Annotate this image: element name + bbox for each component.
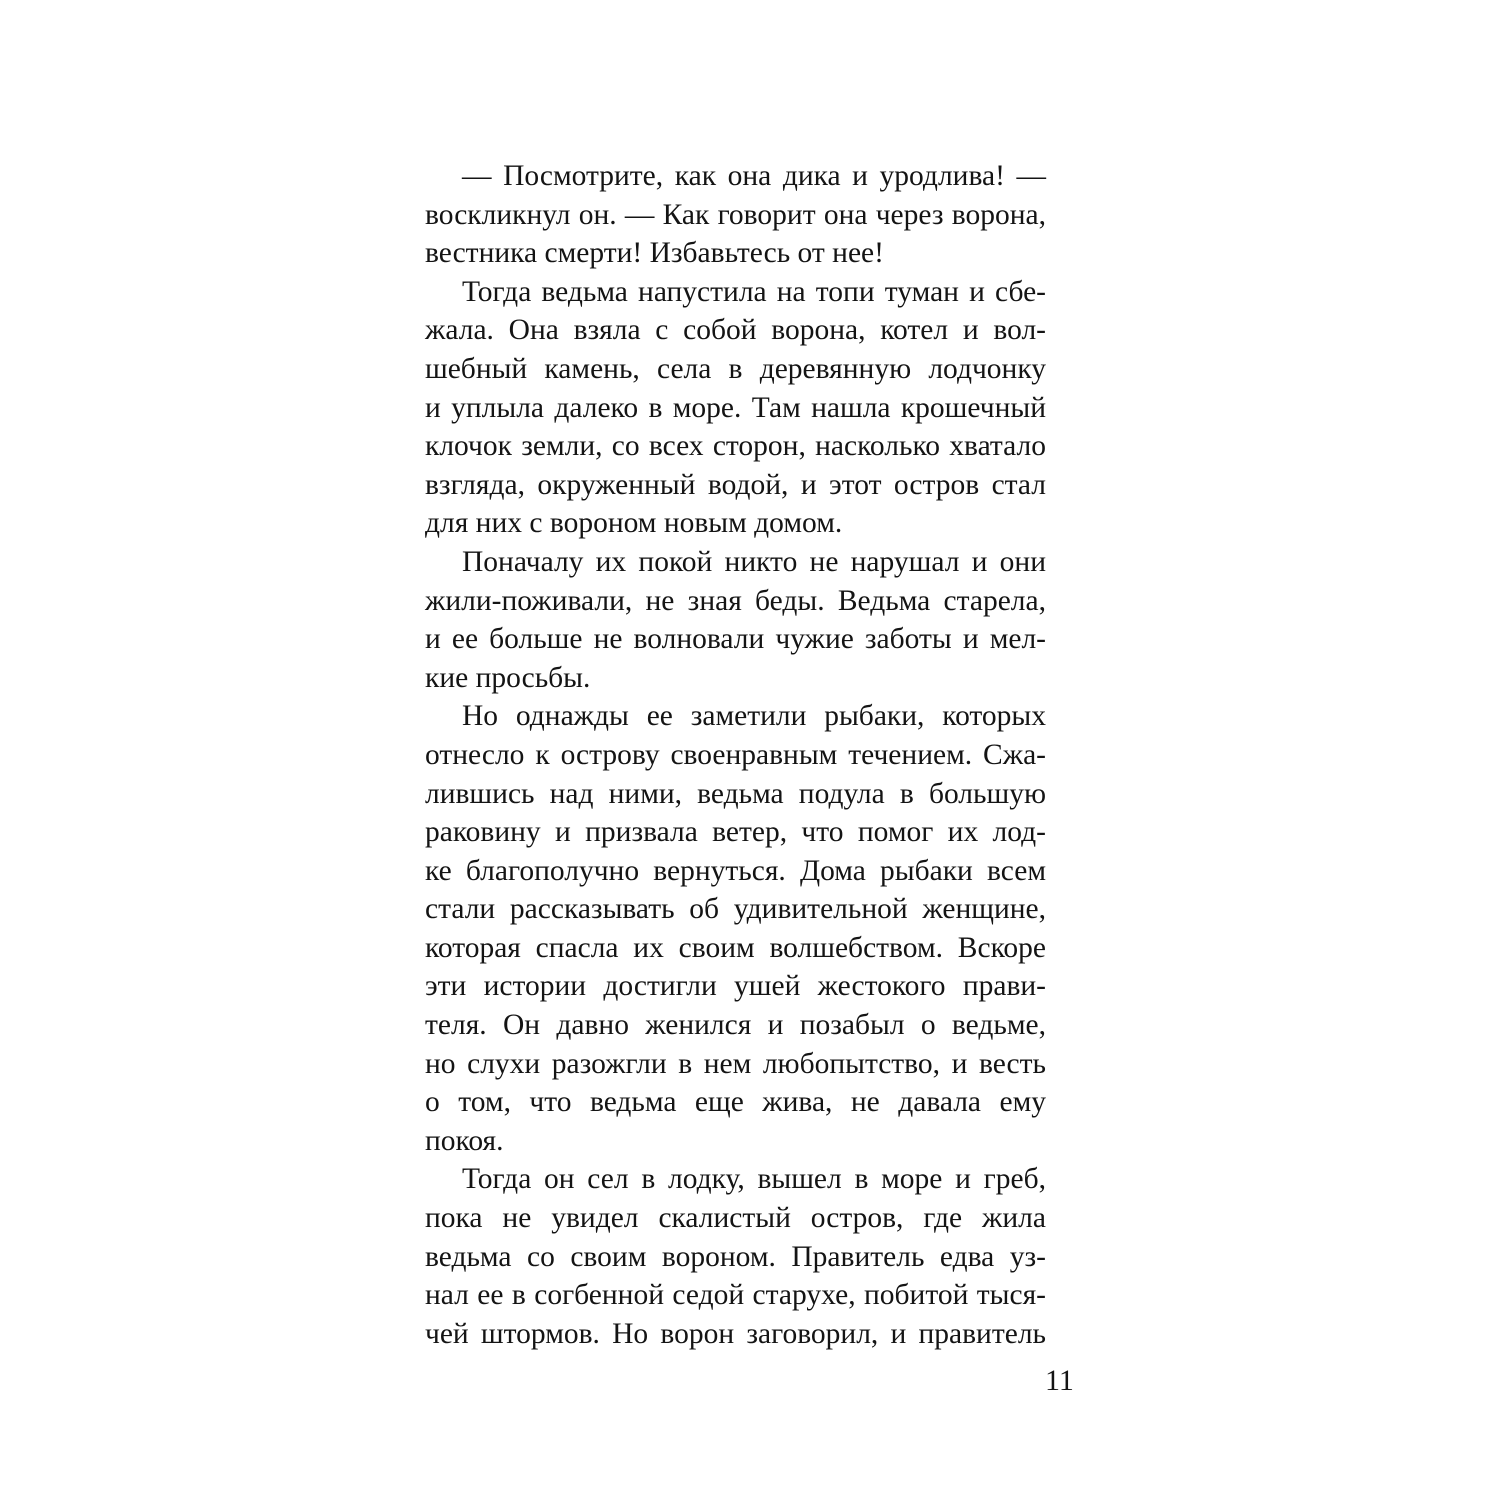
body-text — [425, 157, 1046, 1353]
text-line: Тогда он сел в лодку, вышел в море и греб, — [462, 1163, 1046, 1196]
text-line: эти истории достигли ушей жестокого прави- — [425, 970, 1046, 1003]
paragraph-1 — [425, 157, 1046, 273]
text-line: и ее больше не волновали чужие заботы и мел- — [425, 623, 1046, 656]
text-line: но слухи разожгли в нем любопытство, и весть — [425, 1047, 1046, 1080]
text-line: пока не увидел скалистый остров, где жила — [425, 1202, 1046, 1235]
text-line: ведьма со своим вороном. Правитель едва уз- — [425, 1240, 1046, 1273]
page-number: 11 — [1045, 1364, 1074, 1397]
paragraph-4 — [425, 697, 1046, 1160]
text-line: лившись над ними, ведьма подула в большую — [425, 777, 1046, 810]
text-line: жили-поживали, не зная беды. Ведьма старела, — [425, 584, 1046, 617]
text-line: кие просьбы. — [425, 661, 591, 694]
text-line: — Посмотрите, как она дика и уродлива! — — [462, 160, 1046, 192]
text-line: жала. Она взяла с собой ворона, котел и вол- — [425, 314, 1046, 347]
text-line: Но однажды ее заметили рыбаки, которых — [462, 700, 1046, 733]
text-line: чей штормов. Но ворон заговорил, и правитель — [425, 1317, 1046, 1350]
text-line: Тогда ведьма напустила на топи туман и сбе- — [462, 275, 1046, 308]
text-line: раковину и призвала ветер, что помог их лод- — [425, 816, 1046, 849]
text-line: ке благополучно вернуться. Дома рыбаки всем — [425, 854, 1046, 887]
paragraph-3 — [425, 543, 1046, 697]
text-line: взгляда, окруженный водой, и этот остров стал — [425, 468, 1046, 501]
text-line: о том, что ведьма еще жива, не давала ему — [425, 1086, 1046, 1119]
text-line: отнесло к острову своенравным течением. Сжа- — [425, 738, 1046, 771]
text-line: воскликнул он. — Как говорит она через ворона, — [425, 198, 1046, 231]
paragraph-2 — [425, 273, 1046, 543]
paragraph-5 — [425, 1160, 1046, 1353]
text-line: и уплыла далеко в море. Там нашла крошечный — [425, 391, 1046, 424]
text-line: стали рассказывать об удивительной женщине, — [425, 893, 1046, 926]
text-line: клочок земли, со всех сторон, насколько хватало — [425, 430, 1046, 463]
text-line: шебный камень, села в деревянную лодчонку — [425, 352, 1046, 385]
text-line: для них с вороном новым домом. — [425, 507, 843, 540]
text-line: теля. Он давно женился и позабыл о ведьме, — [425, 1009, 1046, 1042]
text-line: нал ее в согбенной седой старухе, побитой тыся- — [425, 1279, 1046, 1312]
text-line: Поначалу их покой никто не нарушал и они — [462, 545, 1046, 578]
text-line: которая спасла их своим волшебством. Вскоре — [425, 931, 1046, 964]
text-line: вестника смерти! Избавьтесь от нее! — [425, 237, 884, 270]
text-line: покоя. — [425, 1124, 504, 1157]
